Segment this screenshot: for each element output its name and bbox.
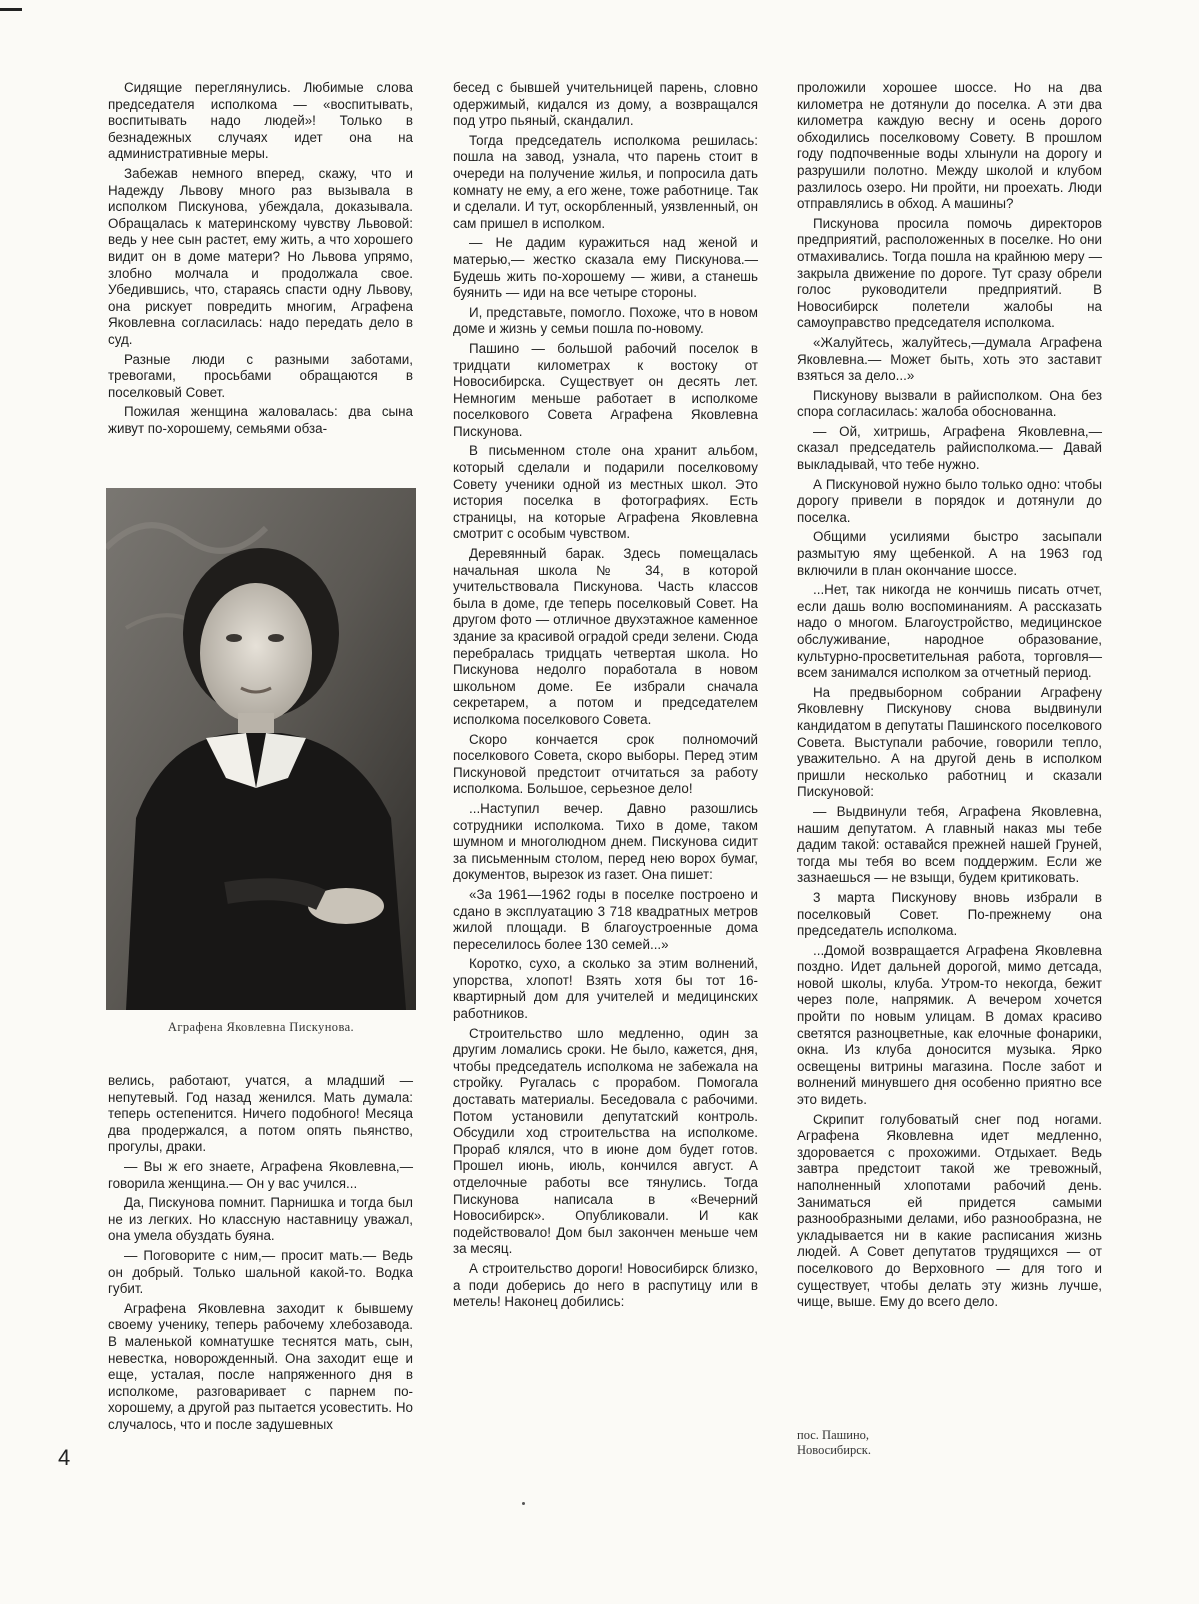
paragraph: «За 1961—1962 годы в поселке построено и сдано в эксплуатацию 3 718 квадратных метров жилой площади. В благоустроенные дома переселилось более 130 семей...» xyxy=(453,886,758,952)
paragraph: Пашино — большой рабочий поселок в тридцати километрах к востоку от Новосибирска. Существует он десять лет. Немногим меньше работает в исполкоме поселкового Совета Аграфена Яковлевна Пискунова. xyxy=(453,340,758,439)
signoff-place: пос. Пашино, xyxy=(797,1428,870,1442)
paragraph: Общими усилиями быстро засыпали размытую яму щебенкой. А на 1963 год включили в план окончание шоссе. xyxy=(797,529,1102,578)
paragraph: Пискунову вызвали в райисполком. Она без спора согласилась: жалоба обоснованна. xyxy=(797,387,1102,420)
scan-corner-mark xyxy=(0,8,22,11)
paragraph: А Пискуновой нужно было только одно: чтобы дорогу привели в порядок и дотянули до поселка. xyxy=(797,476,1102,525)
paragraph: На предвыборном собрании Аграфену Яковлевну Пискунову снова выдвинули кандидатом в депутаты Пашинского поселкового Совета. Выступали рабочие, говорили тепло, уважительно. А на другой день в исполком пришли несколько работниц и сказали Пискуновой: xyxy=(797,684,1102,800)
paragraph: проложили хорошее шоссе. Но на два километра не дотянули до поселка. А эти два километра каждую весну и осень дорого обходились поселковому Совету. В прошлом году подпочвенные воды хлынули на дорогу и разрушили полотно. Между школой и клубом разлилось озеро. Ни пройти, ни проехать. Люди отправлялись в обход. А машины? xyxy=(797,80,1102,212)
paragraph: Разные люди с разными заботами, тревогами, просьбами обращаются в поселковый Совет. xyxy=(108,351,413,400)
paragraph: Скоро кончается срок полномочий поселкового Совета, скоро выборы. Перед этим Пискуновой предстоит отчитаться за работу исполкома. Большое, серьезное дело! xyxy=(453,731,758,797)
article-column-1 xyxy=(108,80,413,440)
paragraph: велись, работают, учатся, а младший — непутевый. Год назад женился. Мать думала: теперь остепенится. Ничего подобного! Месяца два продержался, а потом опять пьянство, прогулы, драки. xyxy=(108,1073,413,1155)
portrait-illustration xyxy=(106,488,416,1010)
paragraph: — Вы ж его знаете, Аграфена Яковлевна,— говорила женщина.— Он у вас учился... xyxy=(108,1158,413,1191)
paragraph: — Поговорите с ним,— просит мать.— Ведь он добрый. Только шальной какой-то. Водка губит. xyxy=(108,1247,413,1297)
paragraph: Сидящие переглянулись. Любимые слова председателя исполкома — «воспитывать, воспитывать надо людей»! Только в безнадежных случаях идет она на административные меры. xyxy=(108,80,413,162)
paragraph: — Ой, хитришь, Аграфена Яковлевна,— сказал председатель райисполкома.— Давай выкладывай, что тебе нужно. xyxy=(797,423,1102,473)
paragraph: ...Нет, так никогда не кончишь писать отчет, если дашь волю воспоминаниям. А рассказать надо о многом. Благоустройство, медицинское обслуживание, народное образование, культурно-просветительная работа, торговля—всем занимался исполком за отчетный период. xyxy=(797,582,1102,681)
article-column-1-bottom xyxy=(108,1073,413,1436)
paragraph: «Жалуйтесь, жалуйтесь,—думала Аграфена Яковлевна.— Может быть, хоть это заставит взяться за дело...» xyxy=(797,334,1102,384)
paragraph: Аграфена Яковлевна заходит к бывшему своему ученику, теперь рабочему хлебозавода. В маленькой комнатушке теснятся мать, сын, невестка, новорожденный. Она заходит еще и еще, усталая, после напряженного дня в исполкоме, разговаривает с парнем по-хорошему, а другой раз пытается усовестить. Но случалось, что и после задушевных xyxy=(108,1300,413,1432)
paragraph: Забежав немного вперед, скажу, что и Надежду Львову много раз вызывала в исполком Пискунова, убеждала, доказывала. Обращалась к материнскому чувству Львовой: ведь у нее сын растет, ему жить, а что хорошего видит он в доме матери? Но Львова упрямо, злобно молчала и продолжала свое. Убедившись, что, стараясь спасти одну Львову, она рискует повредить многим, Аграфена Яковлевна согласилась: надо передать дело в суд. xyxy=(108,165,413,347)
article-column-2 xyxy=(453,80,758,1314)
paragraph: Да, Пискунова помнит. Парнишка и тогда был не из легких. Но классную наставницу уважал, она умела обуздать буяна. xyxy=(108,1195,413,1244)
paragraph: В письменном столе она хранит альбом, который сделали и подарили поселковому Совету ученики одной из местных школ. Это история поселка в фотографиях. Есть страницы, на которые Аграфена Яковлевна смотрит с особым чувством. xyxy=(453,443,758,542)
paragraph: бесед с бывшей учительницей парень, словно одержимый, кидался из дому, а возвращался под утро пьяный, скандалил. xyxy=(453,80,758,129)
paragraph: ...Наступил вечер. Давно разошлись сотрудники исполкома. Тихо в доме, таком шумном и многолюдном днем. Пискунова сидит за письменным столом, перед нею ворох бумаг, документов, вырезок из газет. Она пишет: xyxy=(453,800,758,883)
paragraph: Коротко, сухо, а сколько за этим волнений, упорства, хлопот! Взять хотя бы тот 16-квартирный дом для учителей и медицинских работников. xyxy=(453,956,758,1022)
paragraph: — Не дадим куражиться над женой и матерью,— жестко сказала ему Пискунова.— Будешь жить по-хорошему — живи, а станешь буянить — иди на все четыре стороны. xyxy=(453,235,758,301)
photo-caption: Аграфена Яковлевна Пискунова. xyxy=(167,1020,355,1034)
paragraph: Строительство шло медленно, один за другим ломались сроки. Не было, кажется, дня, чтобы председатель исполкома не забежала на стройку. Ругалась с прорабом. Помогала доставать материалы. Беседовала с рабочими. Потом установили депутатский контроль. Обсудили ход строительства на исполкоме. Прораб клялся, что в июне дом будет готов. Прошел июнь, июль, кончился август. А отделочные работы все тянулись. Тогда Пискунова написала в «Вечерний Новосибирск». Опубликовали. И как подействовало! Дом был закончен меньше чем за месяц. xyxy=(453,1025,758,1257)
article-signoff xyxy=(797,1428,997,1458)
paragraph: Пожилая женщина жаловалась: два сына живут по-хорошему, семьями обза- xyxy=(108,404,413,436)
paragraph: А строительство дороги! Новосибирск близко, а поди доберись до него в распутицу или в метель! Наконец добились: xyxy=(453,1260,758,1310)
print-speck xyxy=(522,1502,525,1505)
article-column-3 xyxy=(797,80,1102,1314)
paragraph: Пискунова просила помочь директоров предприятий, расположенных в поселке. Но они отмахивались. Тогда пошла на крайнюю меру — закрыла движение по дороге. Тут сразу обрели голос руководители предприятий. В Новосибирск полетели жалобы на самоуправство председателя исполкома. xyxy=(797,215,1102,331)
page-number: 4 xyxy=(58,1445,71,1470)
portrait-photo xyxy=(106,488,416,1010)
signoff-city: Новосибирск. xyxy=(797,1443,871,1457)
paragraph: И, представьте, помогло. Похоже, что в новом доме и жизнь у семьи пошла по-новому. xyxy=(453,304,758,337)
paragraph: 3 марта Пискунову вновь избрали в поселковый Совет. По-прежнему она председатель исполкома. xyxy=(797,889,1102,939)
paragraph: ...Домой возвращается Аграфена Яковлевна поздно. Идет дальней дорогой, мимо детсада, новой школы, клуба. Утром-то некогда, бежит через поле, напрямик. А вечером хочется пройти по новым улицам. В домах красиво светятся разноцветные, как елочные фонарики, окна. Из клуба доносится музыка. Ярко освещены витрины магазина. После забот и волнений минувшего дня особенно приятно все это видеть. xyxy=(797,942,1102,1108)
paragraph: Тогда председатель исполкома решилась: пошла на завод, узнала, что парень стоит в очереди на получение жилья, и попросила дать комнату не ему, а его жене, тоже работнице. Так и сделали. И тут, оскорбленный, уязвленный, он сам пришел в исполком. xyxy=(453,132,758,231)
paragraph: Скрипит голубоватый снег под ногами. Аграфена Яковлевна идет медленно, здоровается с прохожими. Отдыхает. Ведь завтра предстоит такой же тревожный, наполненный хлопотами рабочий день. Заниматься ей придется самыми разнообразными делами, ибо разнообразна, не укладывается ни в какие расписания жизнь людей. А Совет депутатов трудящихся — от поселкового до Верховного — для того и существует, чтобы делать эту жизнь лучше, чище, выше. Ему до всего дело. xyxy=(797,1111,1102,1310)
paragraph: Деревянный барак. Здесь помещалась начальная школа № 34, в которой учительствовала Пискунова. Часть классов была в доме, где теперь поселковый Совет. На другом фото — отличное двухэтажное каменное здание за красивой оградой среди зелени. Сюда перебралась тридцать четвертая школа. Но Пискунова недолго поработала в новом школьном доме. Ее избрали сначала секретарем, а потом и председателем исполкома поселкового Совета. xyxy=(453,546,758,727)
paragraph: — Выдвинули тебя, Аграфена Яковлевна, нашим депутатом. А главный наказ мы тебе дадим такой: оставайся прежней нашей Груней, тогда мы тебя во всем поддержим. Если же зазнаешься — не взыщи, будем критиковать. xyxy=(797,803,1102,886)
